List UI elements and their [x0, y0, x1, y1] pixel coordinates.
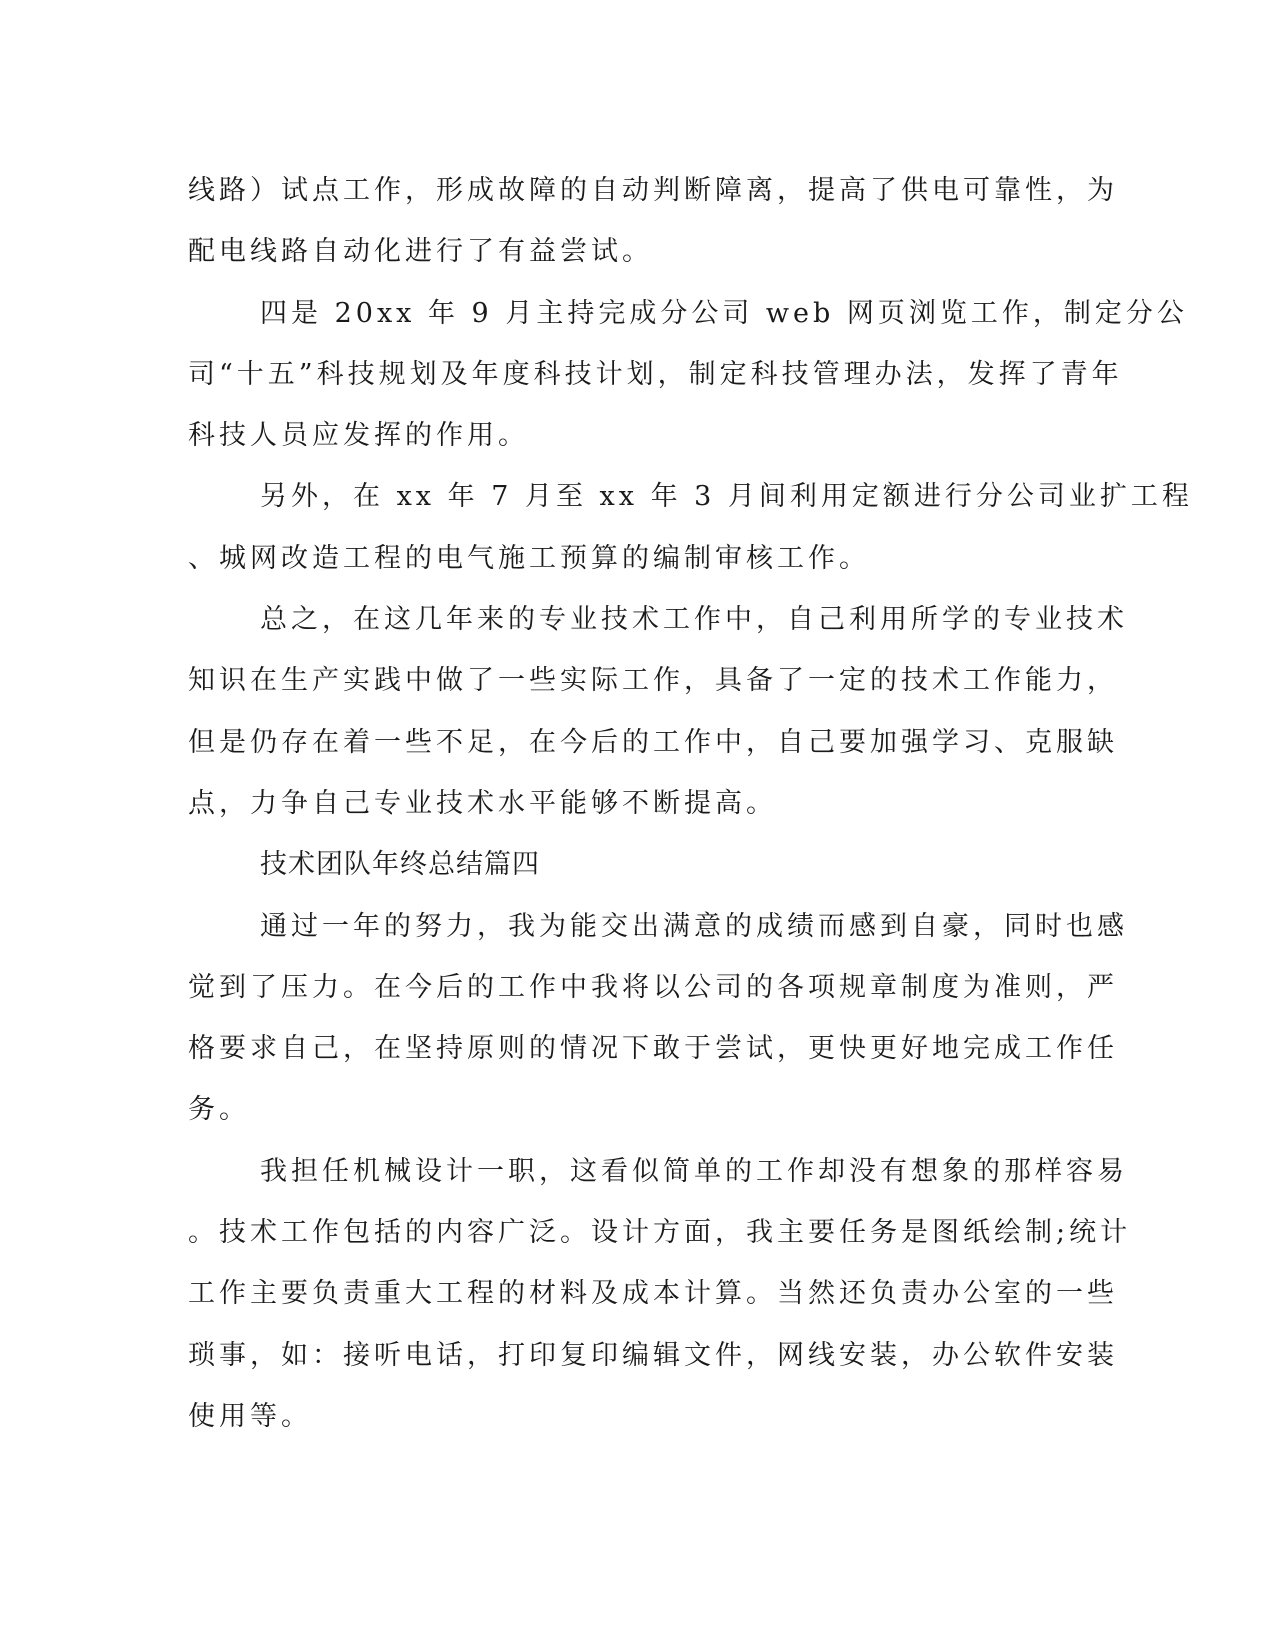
section-heading: 技术团队年终总结篇四 [260, 849, 540, 881]
paragraph-start: 四是 20xx 年 9 月主持完成分公司 web 网页浏览工作，制定分公 [260, 297, 1188, 329]
text-line: 觉到了压力。在今后的工作中我将以公司的各项规章制度为准则，严 [188, 971, 1118, 1003]
text-line: 务。 [188, 1094, 250, 1126]
text-line: 科技人员应发挥的作用。 [188, 420, 529, 452]
text-line: 格要求自己，在坚持原则的情况下敢于尝试，更快更好地完成工作任 [188, 1033, 1118, 1065]
paragraph-start: 总之，在这几年来的专业技术工作中，自己利用所学的专业技术 [260, 604, 1128, 636]
paragraph-start: 通过一年的努力，我为能交出满意的成绩而感到自豪，同时也感 [260, 910, 1128, 942]
text-line: 知识在生产实践中做了一些实际工作，具备了一定的技术工作能力， [188, 665, 1118, 697]
document-body [188, 160, 1193, 1447]
paragraph-start: 另外，在 xx 年 7 月至 xx 年 3 月间利用定额进行分公司业扩工程 [260, 481, 1193, 513]
text-line: 。技术工作包括的内容广泛。设计方面，我主要任务是图纸绘制;统计 [188, 1217, 1132, 1249]
text-line: 线路）试点工作，形成故障的自动判断障离，提高了供电可靠性，为 [188, 175, 1118, 206]
text-line: 配电线路自动化进行了有益尝试。 [188, 236, 653, 268]
text-line: 但是仍存在着一些不足，在今后的工作中，自己要加强学习、克服缺 [188, 726, 1118, 758]
text-line: 点，力争自己专业技术水平能够不断提高。 [188, 787, 777, 819]
paragraph-start: 我担任机械设计一职，这看似简单的工作却没有想象的那样容易 [260, 1155, 1128, 1187]
text-line: 工作主要负责重大工程的材料及成本计算。当然还负责办公室的一些 [188, 1278, 1118, 1310]
text-line: 使用等。 [188, 1400, 312, 1432]
text-line: 琐事，如：接听电话，打印复印编辑文件，网线安装，办公软件安装 [188, 1339, 1118, 1371]
text-line: 、城网改造工程的电气施工预算的编制审核工作。 [188, 542, 870, 574]
text-line: 司“十五”科技规划及年度科技计划，制定科技管理办法，发挥了青年 [188, 358, 1123, 390]
